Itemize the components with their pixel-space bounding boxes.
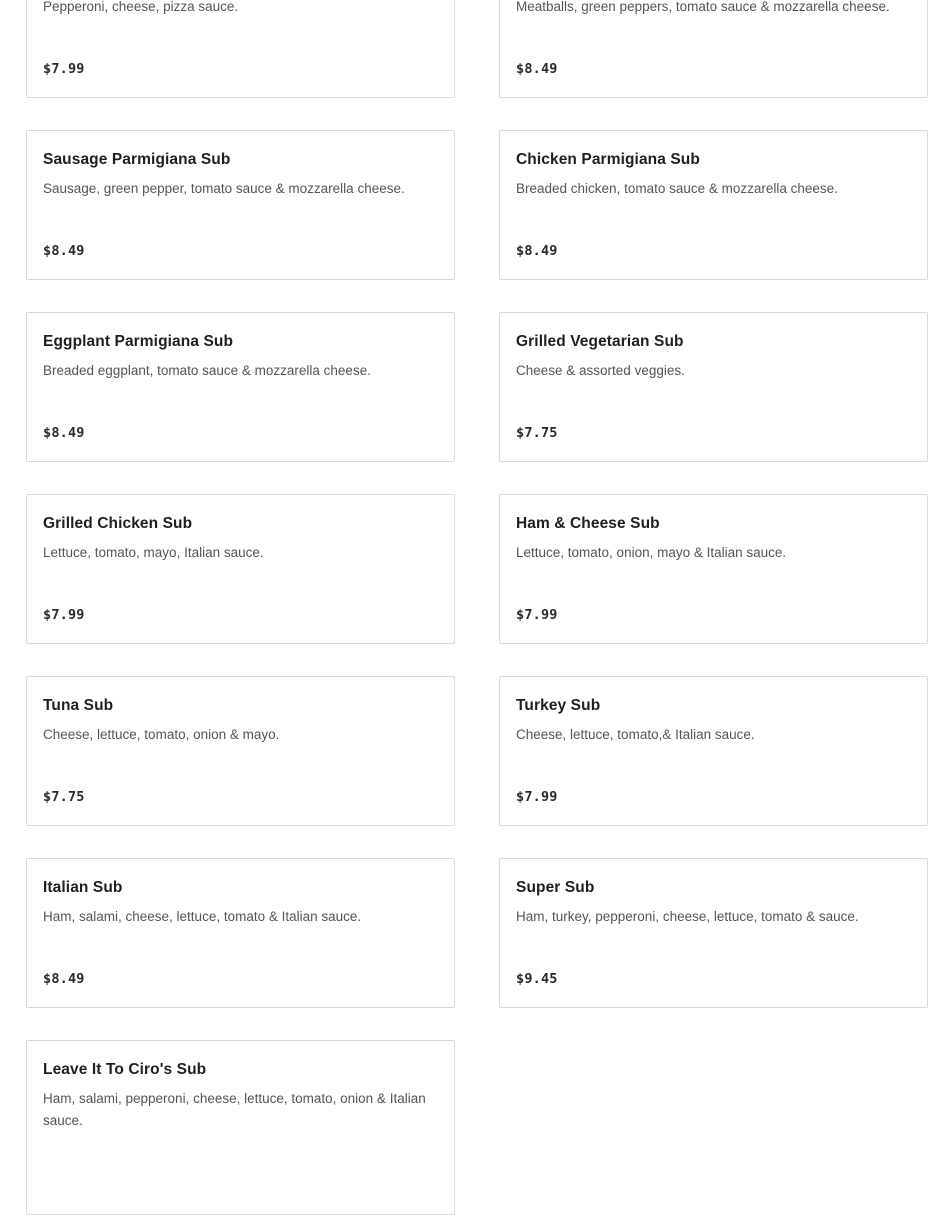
menu-item-name: Eggplant Parmigiana Sub <box>43 333 234 350</box>
menu-item-price: $7.75 <box>516 425 558 441</box>
menu-item-name: Turkey Sub <box>516 697 601 714</box>
menu-item-card-italian-sub[interactable] <box>26 858 455 1008</box>
menu-item-description: Ham, turkey, pepperoni, cheese, lettuce, tomato & sauce. <box>516 909 859 924</box>
menu-item-description: Ham, salami, pepperoni, cheese, lettuce, tomato, onion & Italian sauce. <box>43 1091 426 1128</box>
menu-item-description: Lettuce, tomato, mayo, Italian sauce. <box>43 545 264 560</box>
menu-item-price: $8.49 <box>43 971 85 987</box>
menu-item-name: Grilled Chicken Sub <box>43 515 193 532</box>
menu-item-description: Meatballs, green peppers, tomato sauce & mozzarella cheese. <box>516 0 890 14</box>
menu-item-price: $7.75 <box>43 789 85 805</box>
menu-item-card-leave-it-to-ciros-sub[interactable] <box>26 1040 455 1215</box>
menu-item-card-ham-and-cheese-sub[interactable] <box>499 494 928 644</box>
menu-item-name: Ham & Cheese Sub <box>516 515 660 532</box>
menu-item-name: Italian Sub <box>43 879 123 896</box>
menu-item-price: $8.49 <box>43 425 85 441</box>
menu-item-price: $9.45 <box>516 971 558 987</box>
menu-item-price: $7.99 <box>43 607 85 623</box>
menu-item-card-chicken-parmigiana-sub[interactable] <box>499 130 928 280</box>
menu-item-price: $7.99 <box>516 607 558 623</box>
menu-item-name: Tuna Sub <box>43 697 114 714</box>
menu-item-card-eggplant-parmigiana-sub[interactable] <box>26 312 455 462</box>
menu-item-description: Breaded eggplant, tomato sauce & mozzarella cheese. <box>43 363 371 378</box>
menu-item-description: Pepperoni, cheese, pizza sauce. <box>43 0 239 14</box>
menu-item-description: Lettuce, tomato, onion, mayo & Italian sauce. <box>516 545 787 560</box>
menu-item-price: $8.49 <box>43 243 85 259</box>
menu-item-price: $8.49 <box>516 61 558 77</box>
menu-item-card-sausage-parmigiana-sub[interactable] <box>26 130 455 280</box>
menu-item-card-super-sub[interactable] <box>499 858 928 1008</box>
menu-item-description: Cheese, lettuce, tomato, onion & mayo. <box>43 727 280 742</box>
menu-item-card-grilled-vegetarian-sub[interactable] <box>499 312 928 462</box>
menu-item-description: Sausage, green pepper, tomato sauce & mozzarella cheese. <box>43 181 405 196</box>
menu-item-card[interactable] <box>26 0 455 98</box>
menu-item-price: $7.99 <box>43 61 85 77</box>
menu-item-description: Ham, salami, cheese, lettuce, tomato & Italian sauce. <box>43 909 362 924</box>
menu-item-name: Grilled Vegetarian Sub <box>516 333 684 350</box>
menu-item-card-turkey-sub[interactable] <box>499 676 928 826</box>
menu-item-price: $8.49 <box>516 243 558 259</box>
menu-item-description: Breaded chicken, tomato sauce & mozzarella cheese. <box>516 181 838 196</box>
menu-item-name: Super Sub <box>516 879 595 896</box>
menu-item-card[interactable] <box>499 0 928 98</box>
menu-item-description: Cheese, lettuce, tomato,& Italian sauce. <box>516 727 755 742</box>
menu-item-price: $7.99 <box>516 789 558 805</box>
menu-item-description: Cheese & assorted veggies. <box>516 363 685 378</box>
menu-items-grid <box>26 0 928 1215</box>
menu-item-card-tuna-sub[interactable] <box>26 676 455 826</box>
menu-item-card-grilled-chicken-sub[interactable] <box>26 494 455 644</box>
menu-item-name: Sausage Parmigiana Sub <box>43 151 231 168</box>
menu-item-name: Leave It To Ciro's Sub <box>43 1061 207 1078</box>
menu-item-name: Chicken Parmigiana Sub <box>516 151 700 168</box>
